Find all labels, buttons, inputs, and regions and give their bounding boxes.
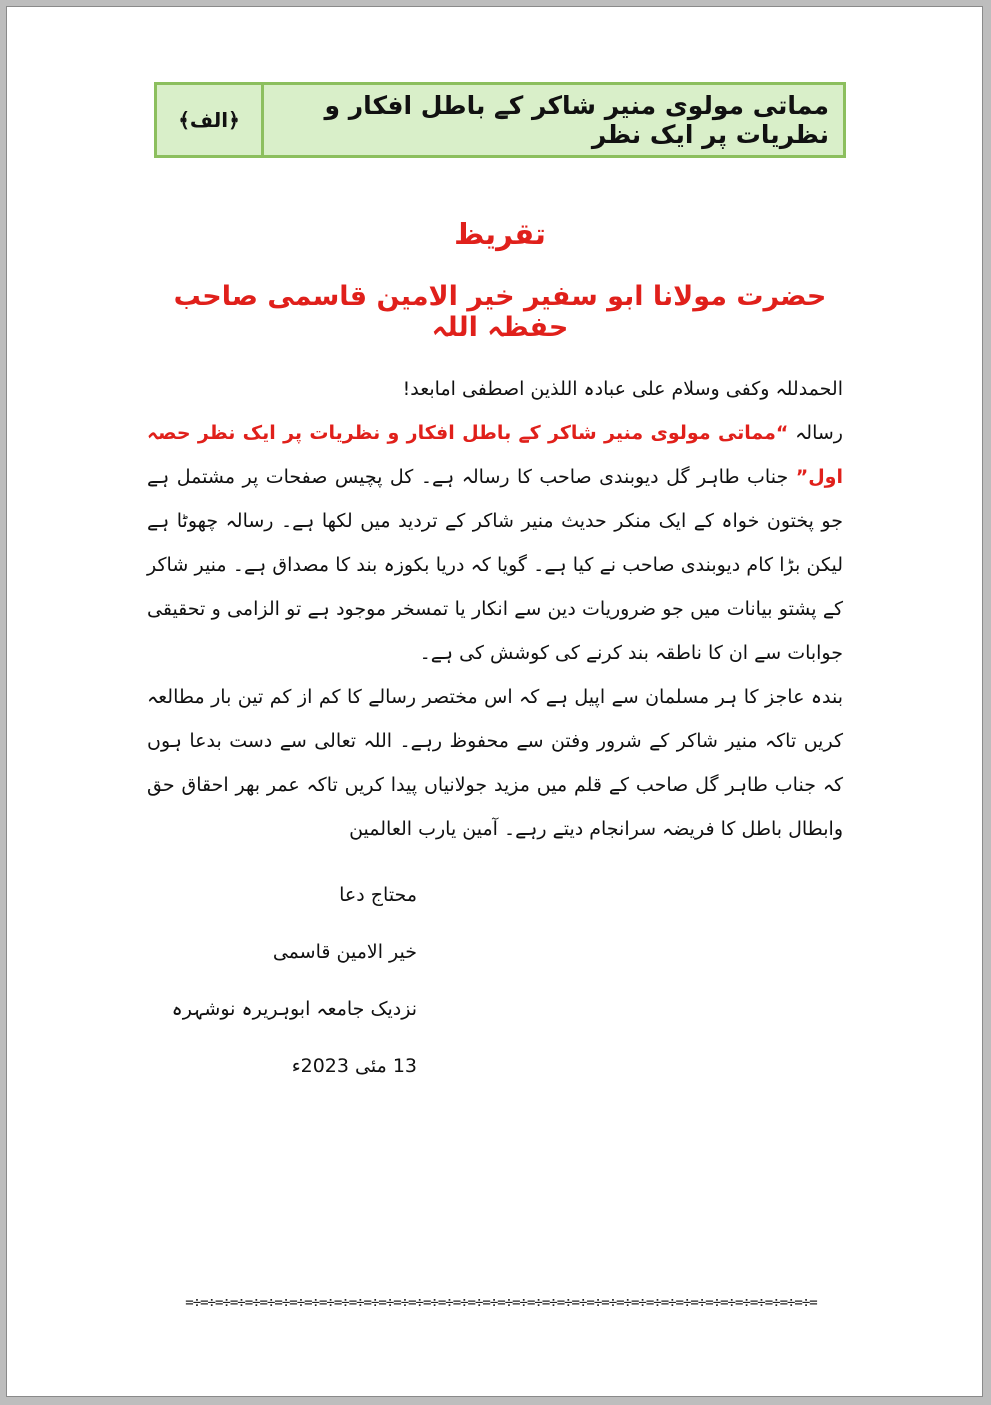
signature-name: خیر الامین قاسمی xyxy=(272,941,417,963)
signature-address: نزدیک جامعہ ابوہریرہ نوشہرہ xyxy=(171,998,417,1020)
body-text xyxy=(147,367,843,851)
paragraph-1-rest: جناب طاہر گل دیوبندی صاحب کا رسالہ ہے۔ کل پچیس صفحات پر مشتمل ہے جو پختون خواہ کے ایک منکر حدیث منیر شاکر کے تردید میں لکھا ہے۔ رسالہ چھوٹا ہے لیکن بڑا کام دیوبندی صاحب نے کیا ہے۔ گویا کہ دریا بکوزہ بند کا مصداق ہے۔ منیر شاکر کے پشتو بیانات میں جو ضروریات دین سے انکار یا تمسخر موجود ہے تو الزامی و تحقیقی جوابات سے ان کا ناطقہ بند کرنے کی کوشش کی ہے۔ xyxy=(147,466,843,664)
running-header xyxy=(154,82,846,158)
book-title-highlight: “مماتی مولوی منیر شاکر کے باطل افکار و نظریات پر ایک نظر حصہ اول” xyxy=(147,422,843,488)
signature-line-1: محتاج دعا xyxy=(339,884,417,906)
signature-date: 13 مئی 2023ء xyxy=(291,1055,417,1077)
opening-line: الحمدللہ وکفی وسلام علی عبادہ اللذین اصطفی امابعد! xyxy=(402,378,843,400)
header-separator xyxy=(261,85,264,155)
paragraph-1 xyxy=(147,411,843,675)
paragraph-2: بندہ عاجز کا ہر مسلمان سے اپیل ہے کہ اس مختصر رسالے کا کم از کم تین بار مطالعہ کریں تاکہ منیر شاکر کے شرور وفتن سے محفوظ رہے۔ اللہ تعالی سے دست بدعا ہوں کہ جناب طاہر گل صاحب کے قلم میں مزید جولانیاں پیدا کریں تاکہ عمر بھر احقاق حق وابطال باطل کا فریضہ سرانجام دیتے رہے۔ آمین یارب العالمین xyxy=(147,686,843,840)
signature-block xyxy=(171,867,417,1095)
footer-divider: =÷=÷=÷=÷=÷=÷=÷=÷=÷=÷=÷=÷=÷=÷=÷=÷=÷=÷=÷=÷=÷=÷=÷=÷=÷=÷=÷=÷=÷=÷=÷=÷=÷=÷=÷=÷=÷=÷=÷=÷=÷=÷= xyxy=(185,1295,817,1311)
page-number-label: ﴿الف﴾ xyxy=(178,108,240,132)
paragraph-1-prefix: رسالہ xyxy=(788,422,843,444)
author-line: حضرت مولانا ابو سفیر خیر الامین قاسمی صاحب حفظہ اللہ xyxy=(173,281,827,343)
section-title: تقریظ xyxy=(454,217,546,251)
document-page xyxy=(6,6,983,1397)
header-title: مماتی مولوی منیر شاکر کے باطل افکار و نظریات پر ایک نظر xyxy=(324,91,829,149)
